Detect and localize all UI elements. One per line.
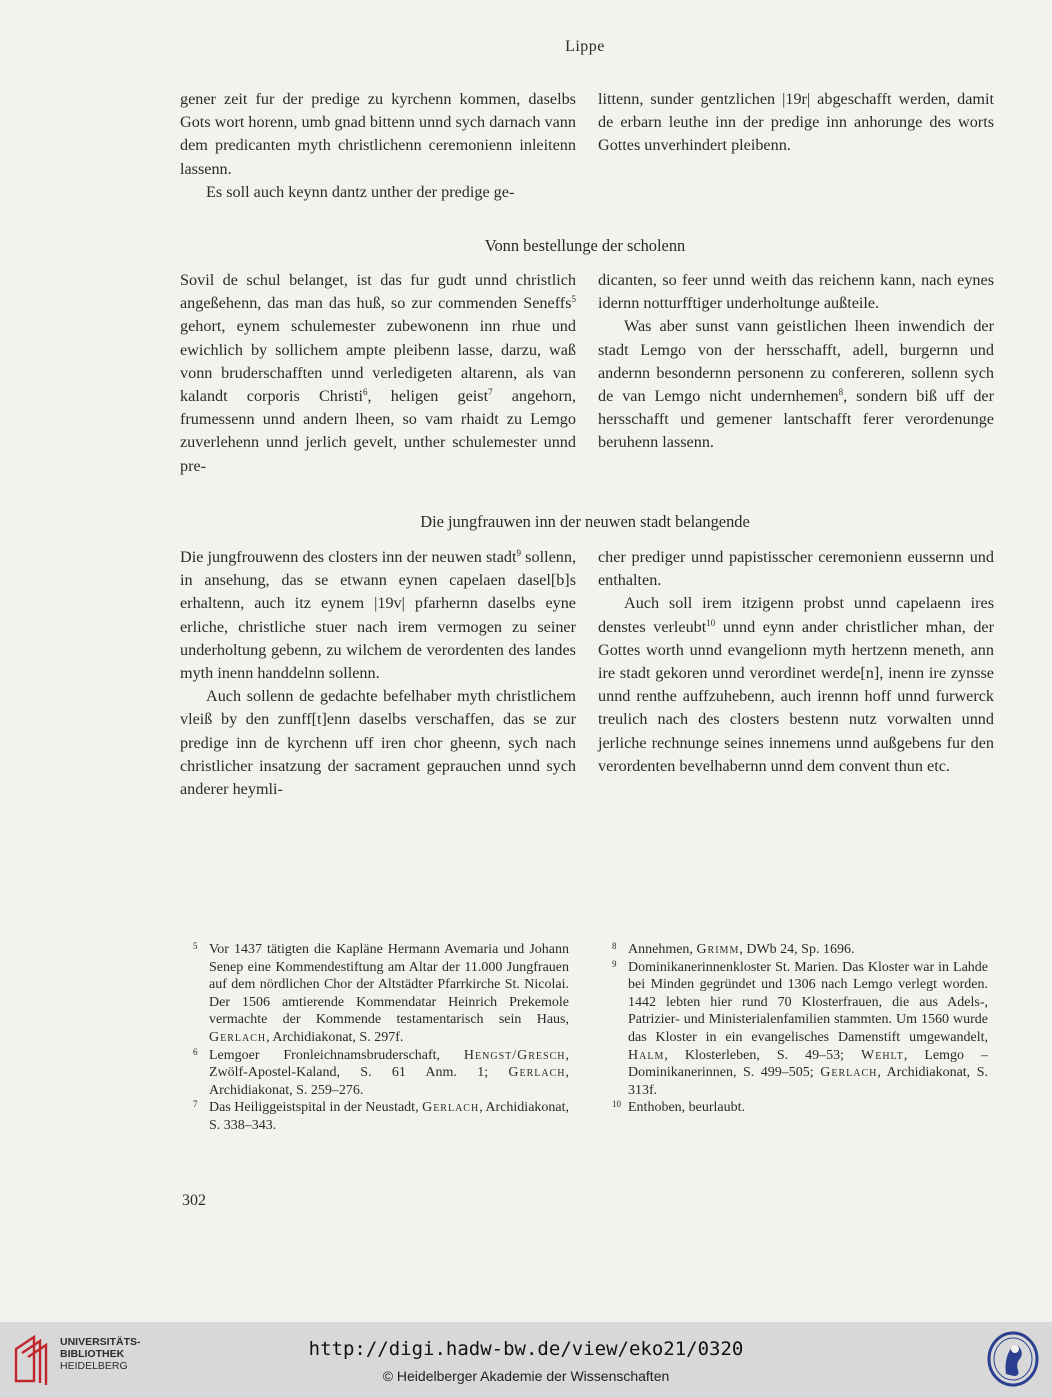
paragraph: Es soll auch keynn dantz unther der predige ge-: [206, 182, 515, 201]
footnote-8: 8 Annehmen, Grimm, DWb 24, Sp. 1696.: [612, 941, 855, 957]
footnote-ref[interactable]: 6: [363, 387, 368, 398]
footnote-ref[interactable]: 10: [706, 617, 716, 628]
section-heading-schools: Vonn bestellunge der scholenn: [484, 236, 686, 255]
footnote-ref[interactable]: 7: [488, 387, 493, 398]
footnote-5: 5 Vor 1437 tätigten die Kapläne Hermann Avemaria und Johann Senep eine Kommendestiftung am Altar der 11.000 Jungfrauen auf dem nördlichen Chor der Altstädter Pfarrkirche St. Nicolai. Der 1506 amtierende Kommendatar Heinrich Prekemole vermachte der Kommende testamentarisch sein Haus, Gerlach, Archidiakonat, S. 297f.: [193, 941, 569, 1045]
paragraph: Sovil de schul belanget, ist das fur gudt unnd christlich angeßehenn, das man das huß, so zur commenden Seneffs$^5$ gehort, eynem schulemester zubewonenn inn rhue und ewichlich by sollichem ampte pleibenn lasse, darzu, waß vonn bruderschafften unnd verledigeten altarenn, als van kalandt corporis Christi$^6$, heligen geist$^7$ angehorn, frumessenn unnd andern lheen, so vam rhaidt zu Lemgo zuverlehenn unnd jerlich gevelt, unther schulemester unnd pre-: [180, 271, 577, 475]
footnote-ref[interactable]: 5: [571, 294, 576, 305]
section2-left-column: [180, 269, 576, 478]
academy-seal-icon: [986, 1330, 1040, 1388]
footnote-ref[interactable]: 8: [838, 387, 844, 398]
section3-right-column: [598, 546, 994, 778]
footnote-9: 9 Dominikanerinnenkloster St. Marien. Das Kloster war in Lahde bei Minden gegründet und 1306 nach Lemgo verlegt worden. 1442 lebten hier rund 70 Klosterfrauen, die aus Adels-, Patrizier- und Ministerialenfamilien stammten. Um 1560 wurde das Kloster in ein evangelisches Damenstift umgewandelt, Halm, Klosterleben, S. 49–53; Wehlt, Lemgo – Dominikanerinnen, S. 499–505; Gerlach, Archidiakonat, S. 313f.: [612, 958, 988, 1098]
paragraph: Was aber sunst vann geistlichen lheen inwendich der stadt Lemgo von der hersschafft, adell, burgernn und andernn besondernn personenn zu confereren, sollenn sych de van Lemgo nicht undernhemen$^8$, sondern biß uff der hersschafft und gemener lantschafft ferer verordenunge beruhenn lassenn.: [598, 317, 995, 452]
footnote-10: 10 Enthoben, beurlaubt.: [612, 1099, 746, 1116]
footer-bar: [0, 1322, 1052, 1398]
footnote-6: 6 Lemgoer Fronleichnamsbruderschaft, Hengst/Gresch, Zwölf-Apostel-Kaland, S. 61 Anm. 1; Gerlach, Archidiakonat, S. 259–276.: [193, 1046, 569, 1098]
section3-left-column: [180, 546, 576, 801]
copyright-notice: © Heidelberger Akademie der Wissenschaften: [382, 1368, 670, 1384]
running-head: Lippe: [565, 38, 605, 55]
section1-left-column: [180, 88, 576, 204]
section2-right-column: [598, 269, 994, 455]
section-heading-nuns: Die jungfrauwen inn der neuwen stadt belangende: [420, 512, 750, 531]
footnote-ref[interactable]: 9: [516, 548, 522, 558]
paragraph: Auch sollenn de gedachte befelhaber myth christlichem vleiß by den zunff[t]enn daselbs verschaffen, das se zur predige inn de kyrchenn uff iren chor gheenn, sych nach christlicher insatzung der sacrament geprauchen unnd sych anderer heymli-: [180, 687, 576, 799]
paragraph: cher prediger unnd papistisscher ceremonienn eussernn und enthalten.: [598, 548, 994, 590]
paragraph: Auch soll irem itzigenn probst unnd capelaenn ires denstes verleubt$^{10}$ unnd eynn ander christlicher mhan, der Gottes worth unnd evangelionn myth hertzenn meneth, ann ire stadt gekoren unnd verordinet werde[n], inenn ire zynsse unnd renthe auffzuhebenn, auch irennn hoff unnd furwerck treulich nach des closters bestenn nutz vorwalten unnd jerliche rechnunge seines innemens unnd außgebens fur den verordenten bevelhabernn unnd dem convent thun etc.: [598, 594, 994, 775]
page-number: 302: [182, 1192, 206, 1209]
paragraph: gener zeit fur der predige zu kyrchenn kommen, daselbs Gots wort horenn, umb gnad bittenn unnd sych darnach vann dem predicanten myth christlichenn ceremonienn inleitenn lassenn.: [180, 90, 576, 178]
library-name: UNIVERSITÄTS- BIBLIOTHEK HEIDELBERG: [60, 1336, 141, 1372]
paragraph: dicanten, so feer unnd weith das reichenn kann, nach eynes idernn notturfftiger underholtunge außteile.: [598, 271, 994, 313]
permalink-url[interactable]: http://digi.hadw-bw.de/view/eko21/0320: [308, 1338, 744, 1360]
paragraph: Die jungfrouwenn des closters inn der neuwen stadt$^9$ sollenn, in ansehung, das se etwann eynen capelaen dasel[b]s erhaltenn, auch itz eynem |19v| pfarhernn daselbs eyne erliche, christliche stuer nach irem vermogen zu seiner underholtung gebenn, zu wilchem de verordenten des landes myth inenn handdelnn sollenn.: [180, 548, 576, 683]
paragraph: littenn, sunder gentzlichen |19r| abgeschafft werden, damit de erbarn leuthe inn der predige inn anhorunge des worts Gottes unverhindert pleibenn.: [598, 90, 994, 155]
footnotes-left: [193, 941, 569, 1135]
footnote-7: 7 Das Heiliggeistspital in der Neustadt, Gerlach, Archidiakonat, S. 338–343.: [193, 1099, 570, 1133]
footnotes-right: [612, 941, 988, 1117]
section1-right-column: [598, 88, 994, 158]
